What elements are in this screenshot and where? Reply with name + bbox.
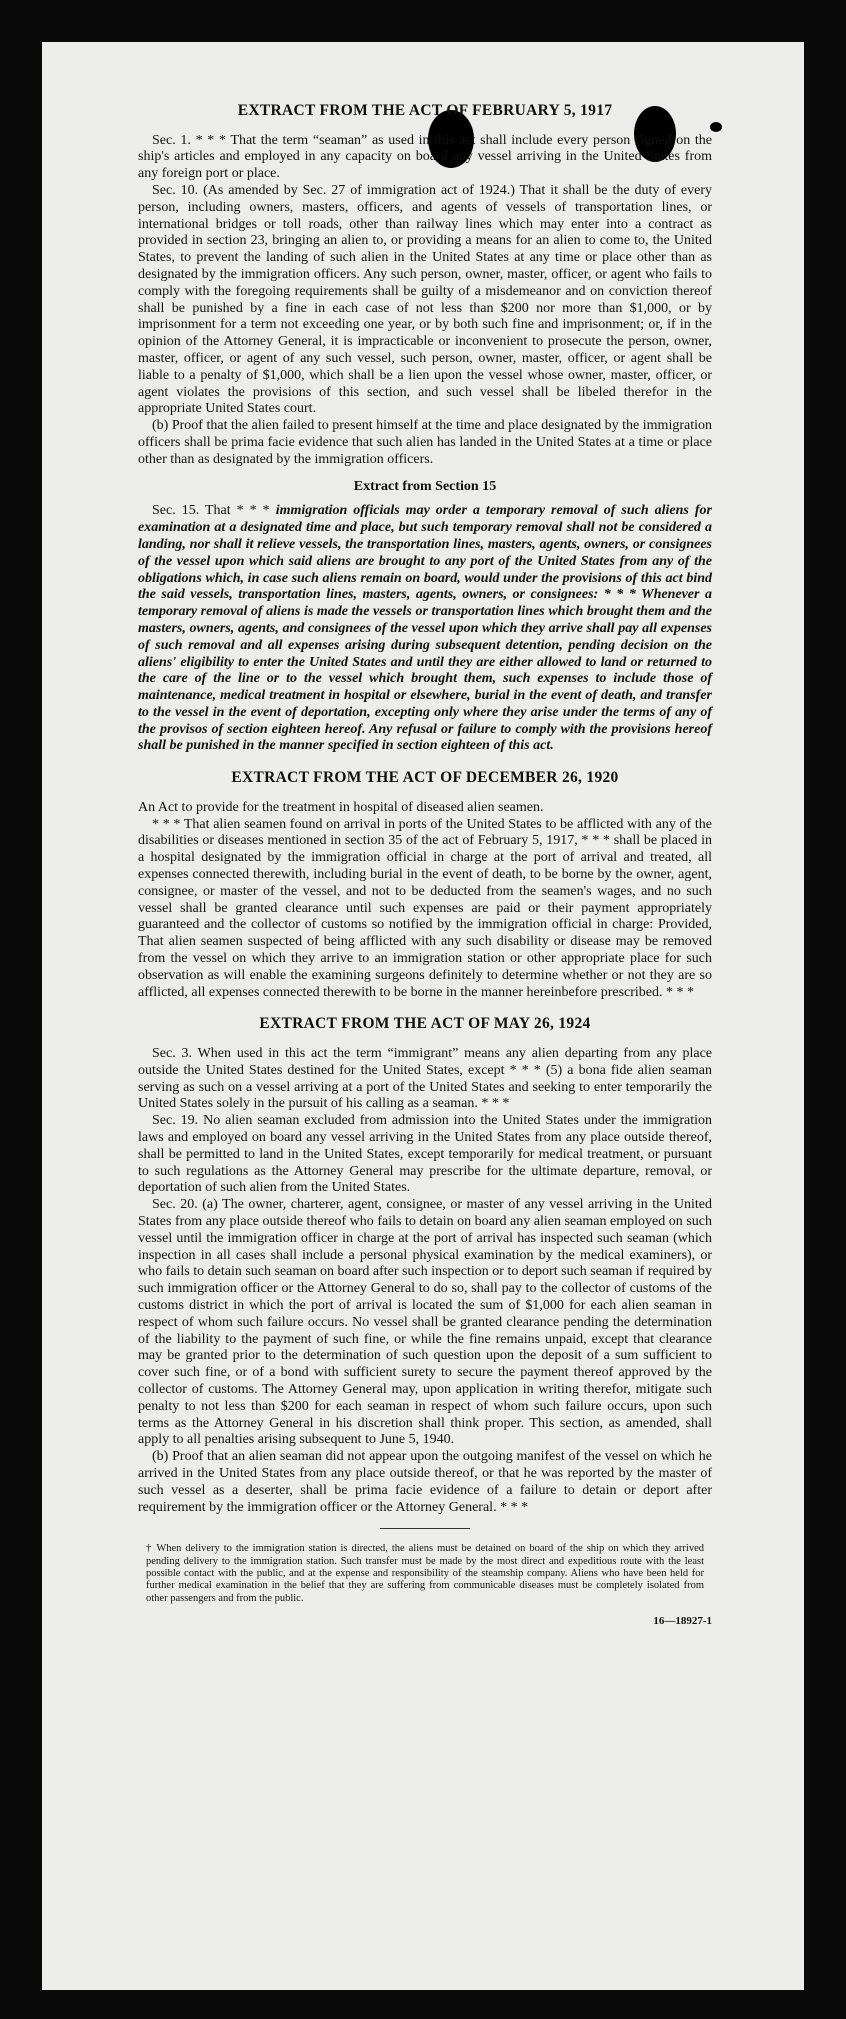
section-15-text [138,503,712,755]
footnote-divider [380,1528,470,1529]
document-page [42,42,804,1990]
section-15-intro: Sec. 15. That * * * [152,503,276,519]
section-15-italic-body: immigration officials may order a temporary removal of such aliens for examination at a designated time and place, but such temporary removal shall not be considered a landing, nor shall it relieve vessels, the transportation lines, masters, agents, owners, or consignees of the vessel upon which said aliens are brought to any port of the United States from any of the obligations which, in case such aliens remain on board, would under the provisions of this act bind the said vessels, transportation lines, masters, agents, owners, or consignees: * * * Whenever a temporary removal of aliens is made the vessels or transportation lines which brought them and the masters, owners, agents, and consignees of the vessel upon which they arrive shall pay all expenses of such removal and all expenses arising during subsequent detention, pending decision on the aliens' eligibility to enter the United States and until they are either allowed to land or returned to the care of the line or to the vessel which brought them, such expenses to include those of maintenance, medical treatment in hospital or elsewhere, burial in the event of death, and transfer to the vessel in the event of deportation, excepting only where they arise under the terms of any of the provisos of section eighteen hereof. Any refusal or failure to comply with the provisions hereof shall be punished in the manner specified in section eighteen of this act. [138,503,712,754]
section-20a-text: Sec. 20. (a) The owner, charterer, agent, consignee, or master of any vessel arriving in the United States from any place outside thereof who fails to detain on board any alien seaman employed on such vessel until the immigration officer in charge at the port of arrival has inspected such seaman (which inspection in all cases shall include a personal physical examination by the medical examiners), or who fails to detain such seaman on board after such inspection or to deport such seaman if required by such immigration officer or the Attorney General to do so, shall pay to the collector of customs of the customs district in which the port of arrival is located the sum of $1,000 for each alien seaman in respect of whom such failure occurs. No vessel shall be granted clearance pending the determination of the liability to the payment of such fine, or while the fine remains unpaid, except that clearance may be granted prior to the determination of such question upon the deposit of a sum sufficient to cover such fine, or of a bond with sufficient surety to secure the payment thereof approved by the collector of customs. The Attorney General may, upon application in writing therefor, mitigate such penalty to not less than $200 for each seaman in respect of whom such failure occurs, upon such terms as the Attorney General in his discretion shall think proper. This section, as amended, shall apply to all penalties arising subsequent to June 5, 1940. [138,1197,712,1448]
section-3-text: Sec. 3. When used in this act the term “immigrant” means any alien departing from any place outside the United States destined for the United States, except * * * (5) a bona fide alien seaman serving as such on a vessel arriving at a port of the United States and seeking to enter temporarily the United States solely in the pursuit of his calling as a seaman. * * * [138,1046,712,1112]
heading-act-dec-1920: EXTRACT FROM THE ACT OF DECEMBER 26, 1920 [231,769,619,787]
footnote-text: † When delivery to the immigration station is directed, the aliens must be detained on board of the ship on which they arrived pending delivery to the immigration station. Such transfer must be made by the most direct and expeditious route with the least possible contact with the public, and at the expense and responsibility of the steamship company. Aliens who have been held for further medical examination in the belief that they are suffering from communicable diseases must be completely isolated from other passengers and from the public. [146,1543,704,1604]
section-1-text: Sec. 1. * * * That the term “seaman” as used in this act shall include every person signed on the ship's articles and employed in any capacity on board any vessel arriving in the United States from any foreign port or place. [138,132,712,182]
heading-act-feb-1917: EXTRACT FROM THE ACT OF FEBRUARY 5, 1917 [237,102,613,119]
heading-act-may-1924: EXTRACT FROM THE ACT OF MAY 26, 1924 [259,1015,591,1033]
act-1920-body: * * * That alien seamen found on arrival in ports of the United States to be afflicted with any of the disabilities or diseases mentioned in section 35 of the act of February 5, 1917, * * * shall be placed in a hospital designated by the immigration official in charge at the port of arrival and treated, all expenses connected therewith, including burial in the event of death, to be borne by the owner, agent, consignee, or master of the vessel, and not to be deducted from the seamen's wages, and no such vessel shall be granted clearance until such expenses are paid or their payment appropriately guaranteed and the collector of customs so notified by the immigration official in charge: Provided, That alien seamen suspected of being afflicted with any such disability or disease may be removed from the vessel on which they arrive to an immigration station or other appropriate place for such observation as will enable the examining surgeons definitely to determine whether or not they are so afflicted, all expenses connected therewith to be borne in the manner hereinbefore prescribed. * * * [138,816,712,1000]
document-number: 16—18927-1 [653,1615,712,1628]
section-19-text: Sec. 19. No alien seaman excluded from admission into the United States under the immigration laws and employed on board any vessel arriving in the United States from any place outside thereof, shall be permitted to land in the United States, except temporarily for medical treatment, or pursuant to such regulations as the Attorney General may prescribe for the ultimate departure, removal, or deportation of such alien from the United States. [138,1113,712,1196]
act-1920-title: An Act to provide for the treatment in hospital of diseased alien seamen. [138,799,544,815]
section-10b-text: (b) Proof that the alien failed to present himself at the time and place designated by the immigration officers shall be prima facie evidence that such alien has landed in the United States at a time or place other than as designated by the immigration officers. [138,418,712,467]
heading-section-15: Extract from Section 15 [353,478,497,494]
section-10-text: Sec. 10. (As amended by Sec. 27 of immigration act of 1924.) That it shall be the duty of every person, including owners, masters, officers, and agents of vessels of transportation lines, or international bridges or toll roads, other than railway lines which may enter into a contract as provided in section 23, bringing an alien to, or providing a means for an alien to come to, the United States, to prevent the landing of such alien in the United States at any time or place other than as designated by the immigration officers. Any such person, owner, master, officer, or agent who fails to comply with the foregoing requirements shall be guilty of a misdemeanor and on conviction thereof shall be punished by a fine in each case of not less than $200 nor more than $1,000, or by imprisonment for a term not exceeding one year, or by both such fine and imprisonment; or, if in the opinion of the Attorney General, it is impracticable or inconvenient to prosecute the person, owner, master, officer, or agent of any such vessel, such person, owner, master, officer, or agent shall be liable to a penalty of $1,000, which shall be a lien upon the vessel whose owner, master, officer, or agent violates the provisions of this section, and such vessel shall be libeled therefor in the appropriate United States court. [138,182,712,417]
section-20b-text: (b) Proof that an alien seaman did not appear upon the outgoing manifest of the vessel on which he arrived in the United States from any place outside thereof, or that he was reported by the master of such vessel as a deserter, shall be prima facie evidence of a failure to detain or deport after requirement by the immigration officer or the Attorney General. * * * [138,1449,712,1515]
document-content [138,102,712,1628]
